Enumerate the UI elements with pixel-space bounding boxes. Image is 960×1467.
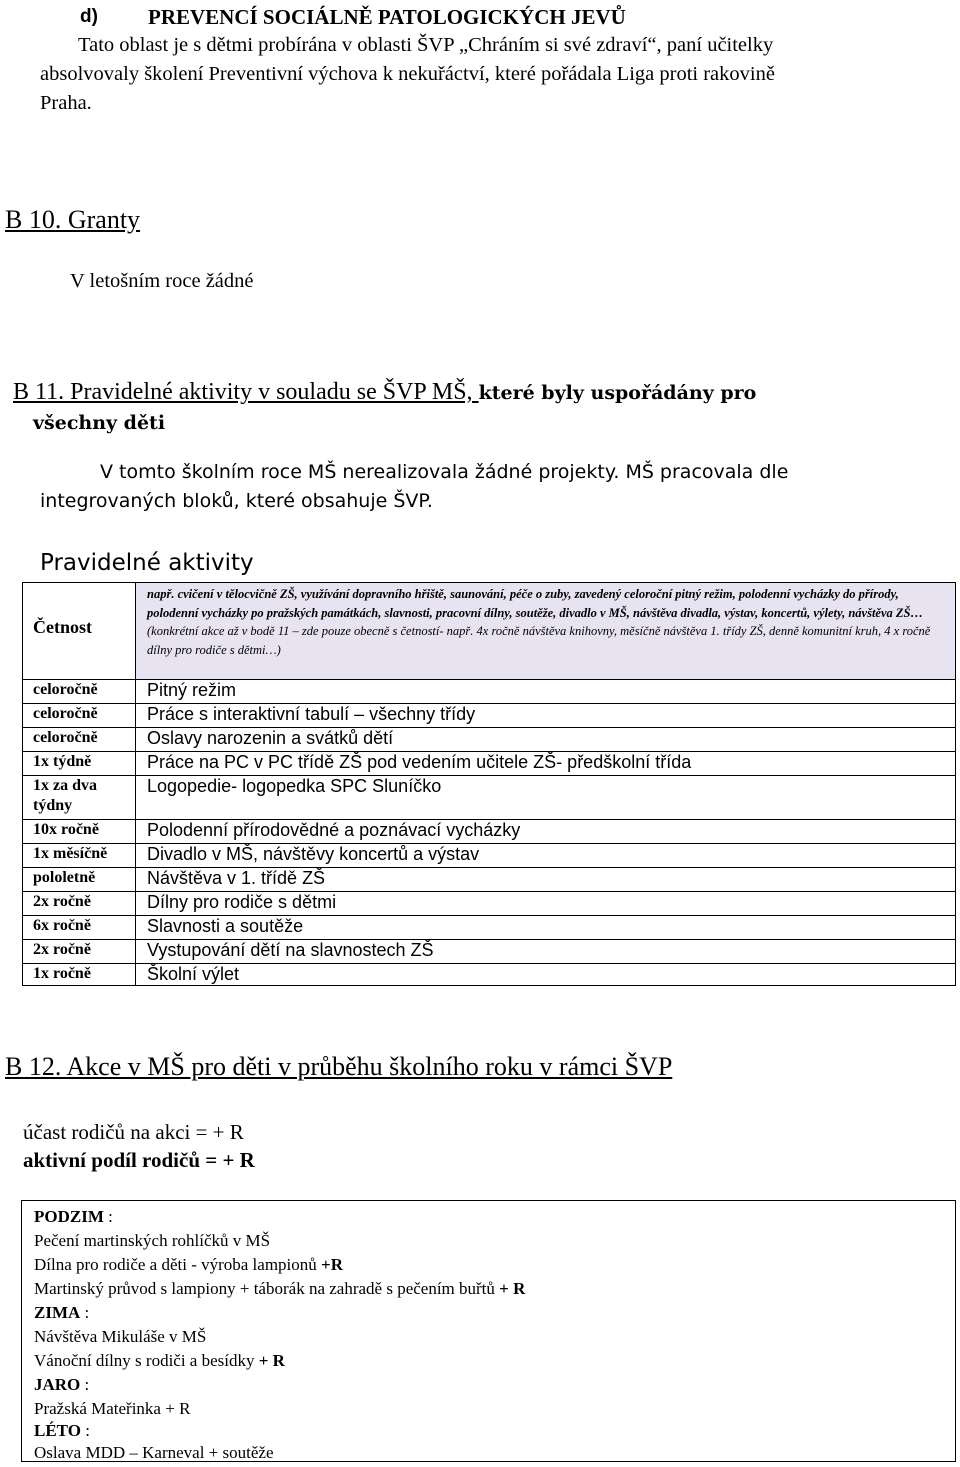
row-activity: Návštěva v 1. třídě ZŠ (147, 868, 326, 888)
b12-legend-attendance: účast rodičů na akci = + R (23, 1120, 244, 1144)
table-note-plain: (konkrétní akce až v bodě 11 – zde pouze obecně s četností- např. 4x ročně návštěva knihovny, měsíčně návštěva 1. třídy ZŠ, denně komunitní kruh, 4 x ročně dílny pro rodiče s dětmi…) (147, 624, 931, 657)
row-frequency: 10x ročně (33, 821, 99, 838)
activities-table (22, 582, 956, 986)
b11-para-line1: V tomto školním roce MŠ nerealizovala žádné projekty. MŠ pracovala dle (100, 461, 789, 483)
list-item: Vánoční dílny s rodiči a besídky + R (34, 1351, 285, 1370)
row-frequency: 1x měsíčně (33, 845, 108, 862)
row-activity: Školní výlet (147, 964, 240, 984)
row-activity: Polodenní přírodovědné a poznávací vycházky (147, 820, 521, 840)
row-frequency: 2x ročně (33, 941, 91, 958)
section-d-heading (80, 6, 98, 28)
seasonal-events-box (21, 1200, 956, 1462)
season-autumn: PODZIM : (34, 1207, 113, 1226)
row-activity: Divadlo v MŠ, návštěvy koncertů a výstav (147, 844, 480, 864)
b12-legend-active: aktivní podíl rodičů = + R (23, 1148, 255, 1172)
row-frequency: pololetně (33, 869, 96, 886)
row-frequency: 6x ročně (33, 917, 91, 934)
table-header-frequency: Četnost (33, 617, 92, 637)
row-frequency-line2: týdny (33, 797, 73, 814)
row-frequency: celoročně (33, 729, 98, 746)
list-item: Dílna pro rodiče a děti - výroba lampionů +R (34, 1255, 343, 1274)
season-winter: ZIMA : (34, 1303, 90, 1322)
b11-para-line2: integrovaných bloků, které obsahuje ŠVP. (40, 490, 433, 512)
list-item: Návštěva Mikuláše v MŠ (34, 1327, 207, 1346)
row-activity: Logopedie- logopedka SPC Sluníčko (147, 776, 442, 796)
row-frequency: 2x ročně (33, 893, 91, 910)
section-d-title: PREVENCÍ SOCIÁLNĚ PATOLOGICKÝCH JEVŮ (148, 5, 626, 29)
section-d-line1: Tato oblast je s dětmi probírána v oblasti ŠVP „Chráním si své zdraví“, paní učitelky (78, 34, 774, 56)
season-spring-label: JARO (34, 1375, 81, 1394)
b11-heading (13, 379, 756, 406)
section-d-line3: Praha. (40, 92, 92, 114)
row-activity: Slavnosti a soutěže (147, 916, 304, 936)
list-item: Pražská Mateřinka + R (34, 1399, 191, 1418)
row-activity: Práce na PC v PC třídě ZŠ pod vedením učitele ZŠ- předškolní třída (147, 752, 692, 772)
list-item: Oslava MDD – Karneval + soutěže (34, 1443, 274, 1462)
row-activity: Oslavy narozenin a svátků dětí (147, 728, 394, 748)
row-activity: Pitný režim (147, 680, 237, 700)
season-summer-label: LÉTO (34, 1421, 81, 1440)
section-d-line2: absolvovaly školení Preventivní výchova k nekuřáctví, které pořádala Liga proti rakovině (40, 63, 775, 85)
season-winter-label: ZIMA (34, 1303, 81, 1322)
row-frequency: celoročně (33, 705, 98, 722)
row-activity: Dílny pro rodiče s dětmi (147, 892, 337, 912)
list-item: Martinský průvod s lampiony + táborák na zahradě s pečením buřtů + R (34, 1279, 526, 1298)
row-frequency: 1x za dva (33, 777, 97, 794)
b11-heading-line2: všechny děti (33, 412, 166, 434)
section-d-prefix: d) (80, 6, 98, 27)
season-spring: JARO : (34, 1375, 90, 1394)
b11-heading-underlined: B 11. Pravidelné aktivity v souladu se ŠVP MŠ, (13, 379, 479, 405)
b10-heading: B 10. Granty (5, 205, 141, 234)
row-activity: Práce s interaktivní tabulí – všechny třídy (147, 704, 476, 724)
b11-heading-rest: které byly uspořádány pro (478, 382, 757, 404)
table-header-note (147, 585, 947, 659)
row-frequency: 1x ročně (33, 965, 91, 982)
b10-text: V letošním roce žádné (70, 270, 254, 292)
b12-heading: B 12. Akce v MŠ pro děti v průběhu školního roku v rámci ŠVP (5, 1052, 673, 1081)
row-frequency: celoročně (33, 681, 98, 698)
row-frequency: 1x týdně (33, 753, 92, 770)
season-summer: LÉTO : (34, 1421, 90, 1440)
season-autumn-label: PODZIM (34, 1207, 104, 1226)
list-item: Pečení martinských rohlíčků v MŠ (34, 1231, 271, 1250)
table-note-bold: např. cvičení v tělocvičně ZŠ, využívání dopravního hřiště, saunování, péče o zuby, zavedený celoroční pitný režim, polodenní vycházky do přírody, polodenní vycházky po pražských památkách, slavnosti, pracovní dílny, soutěže, divadlo v MŠ, návštěva divadla, výstav, koncertů, výlety, návštěva ZŠ… (147, 587, 923, 620)
activities-subheading: Pravidelné aktivity (40, 550, 254, 576)
row-activity: Vystupování dětí na slavnostech ZŠ (147, 940, 434, 960)
